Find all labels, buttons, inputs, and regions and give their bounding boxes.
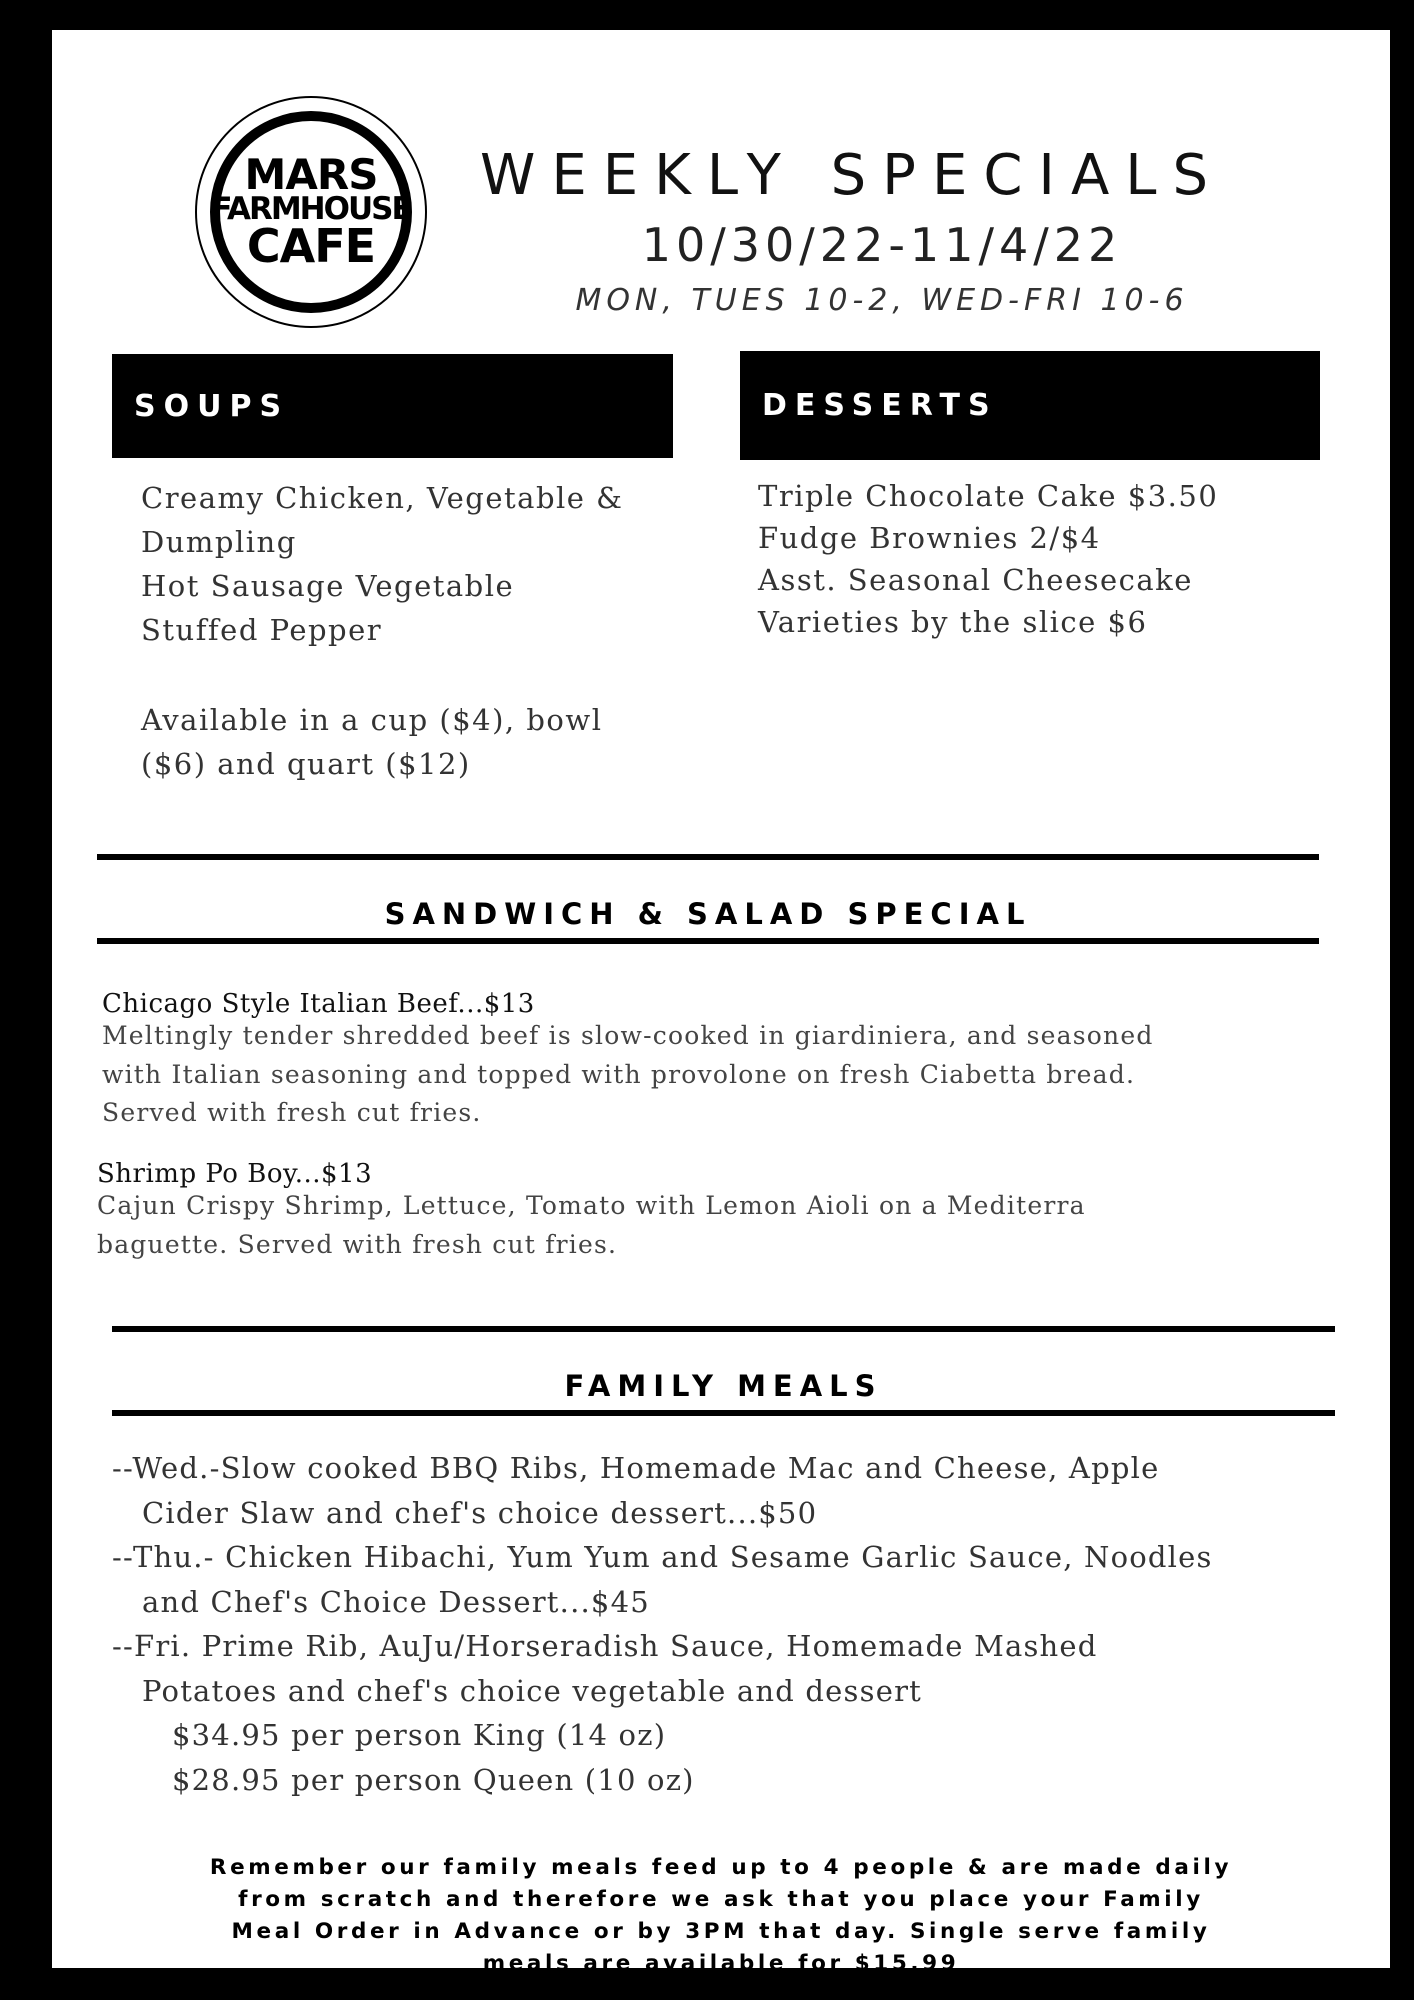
desserts-list — [758, 475, 1218, 643]
description-line: Served with fresh cut fries. — [102, 1098, 482, 1127]
soups-list — [141, 476, 623, 652]
soup-line: Hot Sausage Vegetable — [141, 569, 515, 603]
soup-line: Dumpling — [141, 525, 297, 559]
logo-ring — [210, 111, 412, 313]
date-range: 10/30/22-11/4/22 — [641, 218, 1123, 272]
sandwich-item-title: Chicago Style Italian Beef...$13 — [102, 989, 535, 1019]
dessert-line: Triple Chocolate Cake $3.50 — [758, 479, 1219, 513]
family-meal-line: --Wed.-Slow cooked BBQ Ribs, Homemade Mac and Cheese, Apple — [112, 1451, 1160, 1485]
logo-line-2: FARMHOUSE — [211, 191, 411, 228]
section-divider — [97, 938, 1319, 944]
soup-note-line: Available in a cup ($4), bowl — [141, 703, 603, 737]
description-line: with Italian seasoning and topped with provolone on fresh Ciabetta bread. — [102, 1059, 1136, 1089]
sandwich-item-description — [102, 1017, 1154, 1133]
sandwich-item-description — [97, 1187, 1086, 1264]
family-meal-line: --Fri. Prime Rib, AuJu/Horseradish Sauce, Homemade Mashed — [112, 1629, 1098, 1663]
logo-line-3: CAFE — [246, 218, 376, 273]
description-line: Meltingly tender shredded beef is slow-cooked in giardiniera, and seasoned — [102, 1021, 1154, 1050]
page-title: WEEKLY SPECIALS — [480, 143, 1224, 208]
family-meal-line: and Chef's Choice Dessert...$45 — [142, 1584, 650, 1619]
soup-note-line: ($6) and quart ($12) — [141, 747, 471, 781]
note-line: Remember our family meals feed up to 4 people & are made daily — [209, 1855, 1233, 1880]
family-meal-line: Potatoes and chef's choice vegetable and dessert — [142, 1673, 922, 1708]
family-meal-price: $28.95 per person Queen (10 oz) — [172, 1762, 695, 1797]
section-divider — [112, 1326, 1335, 1332]
dessert-line: Fudge Brownies 2/$4 — [758, 521, 1101, 555]
desserts-heading-label: DESSERTS — [762, 388, 998, 423]
family-meal-line: Cider Slaw and chef's choice dessert...$50 — [142, 1495, 818, 1530]
family-meal-line: --Thu.- Chicken Hibachi, Yum Yum and Sesame Garlic Sauce, Noodles — [112, 1540, 1213, 1574]
section-divider — [97, 854, 1319, 860]
section-divider — [112, 1410, 1335, 1416]
family-meal-price: $34.95 per person King (14 oz) — [172, 1718, 667, 1752]
dessert-line: Varieties by the slice $6 — [758, 605, 1148, 639]
opening-hours: MON, TUES 10-2, WED-FRI 10-6 — [575, 283, 1189, 318]
soups-heading-label: SOUPS — [134, 388, 290, 424]
description-line: baguette. Served with fresh cut fries. — [97, 1229, 618, 1259]
logo-line-1: MARS — [244, 150, 378, 200]
family-meals-list — [112, 1446, 1213, 1802]
description-line: Cajun Crispy Shrimp, Lettuce, Tomato with Lemon Aioli on a Mediterra — [97, 1191, 1086, 1220]
soup-line: Creamy Chicken, Vegetable & — [141, 481, 624, 515]
family-meals-heading: FAMILY MEALS — [564, 1369, 883, 1403]
family-meals-note — [112, 1852, 1330, 1980]
note-line: Meal Order in Advance or by 3PM that day. Single serve family — [231, 1919, 1211, 1944]
menu-page — [52, 30, 1390, 1976]
soups-heading — [112, 354, 673, 458]
note-line: from scratch and therefore we ask that you place your Family — [238, 1887, 1204, 1912]
soups-pricing-note — [141, 698, 602, 786]
desserts-heading — [740, 351, 1320, 460]
note-line: meals are available for $15.99 — [482, 1951, 960, 1976]
sandwich-heading: SANDWICH & SALAD SPECIAL — [384, 897, 1032, 931]
sandwich-item-title: Shrimp Po Boy...$13 — [97, 1159, 373, 1189]
dessert-line: Asst. Seasonal Cheesecake — [758, 563, 1193, 597]
cafe-logo — [195, 96, 427, 328]
soup-line: Stuffed Pepper — [141, 613, 383, 647]
